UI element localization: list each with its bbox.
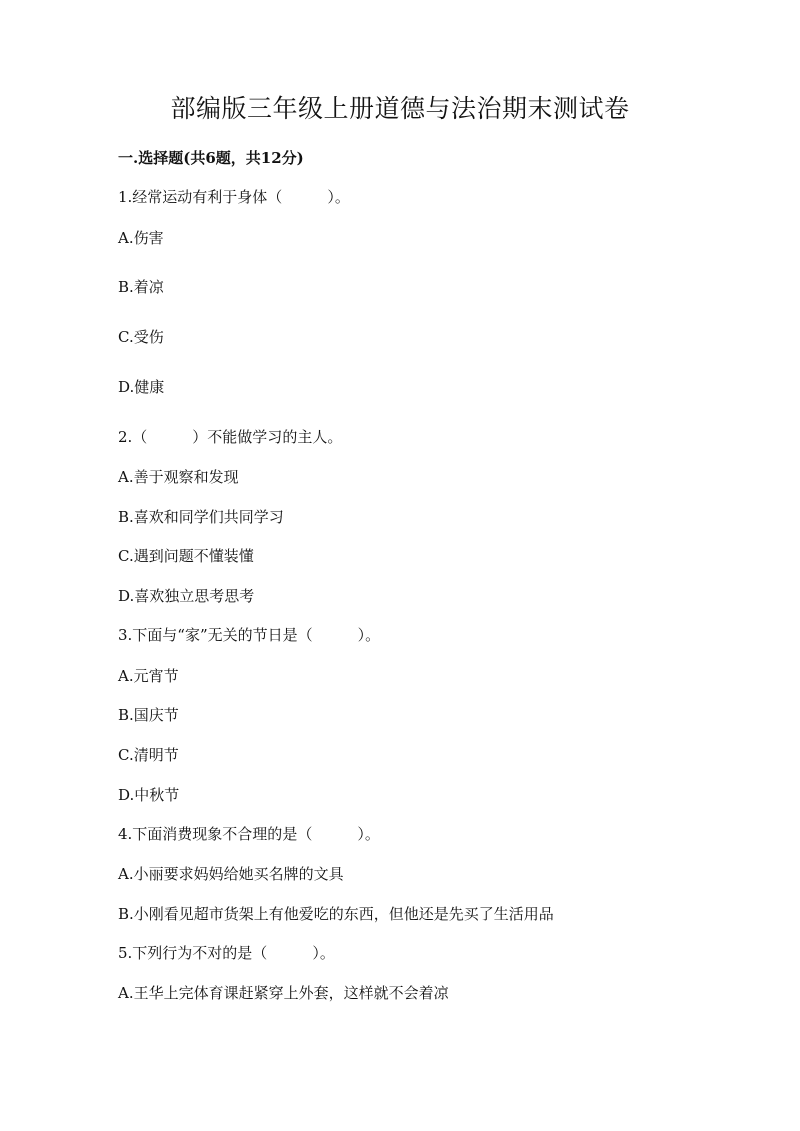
question-3-option-c: C.清明节 (118, 746, 179, 764)
page-title: 部编版三年级上册道德与法治期末测试卷 (170, 94, 630, 123)
question-2-stem: 2.（ ）不能做学习的主人。 (118, 428, 343, 446)
question-4-option-b: B.小刚看见超市货架上有他爱吃的东西，但他还是先买了生活用品 (118, 905, 554, 923)
question-5-stem: 5.下列行为不对的是（ ）。 (118, 944, 335, 962)
question-1-option-b: B.着凉 (118, 278, 164, 296)
question-2-option-c: C.遇到问题不懂装懂 (118, 547, 254, 565)
question-1-stem: 1.经常运动有利于身体（ ）。 (118, 188, 350, 206)
question-1-option-a: A.伤害 (118, 229, 164, 247)
question-1-option-d: D.健康 (118, 378, 165, 396)
question-2-option-d: D.喜欢独立思考思考 (118, 587, 255, 605)
question-3-stem: 3.下面与“家”无关的节日是（ ）。 (118, 626, 381, 644)
question-2-option-b: B.喜欢和同学们共同学习 (118, 508, 284, 526)
question-4-stem: 4.下面消费现象不合理的是（ ）。 (118, 825, 380, 843)
question-4-option-a: A.小丽要求妈妈给她买名牌的文具 (118, 865, 344, 883)
question-1-option-c: C.受伤 (118, 328, 164, 346)
question-3-option-a: A.元宵节 (118, 667, 179, 685)
question-3-option-b: B.国庆节 (118, 706, 179, 724)
question-3-option-d: D.中秋节 (118, 786, 180, 804)
section-heading: 一.选择题(共6题，共12分) (118, 149, 304, 167)
question-5-option-a: A.王华上完体育课赶紧穿上外套，这样就不会着凉 (118, 984, 449, 1002)
question-2-option-a: A.善于观察和发现 (118, 468, 239, 486)
